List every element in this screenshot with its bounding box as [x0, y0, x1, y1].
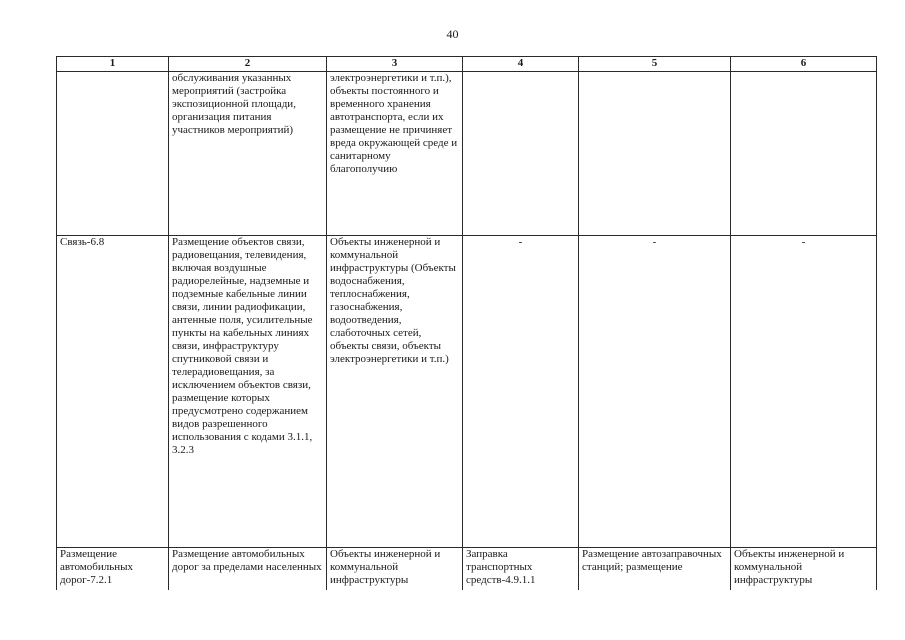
table-cell: -	[463, 236, 579, 548]
table-cell	[731, 72, 877, 236]
table-cell: -	[731, 236, 877, 548]
table-cell: Объекты инженерной и коммунальной инфраструктуры	[731, 548, 877, 591]
column-header: 4	[463, 57, 579, 72]
column-header: 2	[169, 57, 327, 72]
table-cell: Размещение автомобильных дорог-7.2.1	[57, 548, 169, 591]
table-cell: Заправка транспортных средств-4.9.1.1	[463, 548, 579, 591]
table-cell	[57, 72, 169, 236]
zoning-table	[56, 56, 877, 590]
table-cell	[463, 72, 579, 236]
column-header: 5	[579, 57, 731, 72]
column-header: 6	[731, 57, 877, 72]
table-header-row	[57, 57, 877, 72]
table-cell: электроэнергетики и т.п.), объекты постоянного и временного хранения автотранспорта, если их размещение не причиняет вреда окружающей среде и санитарному благополучию	[327, 72, 463, 236]
table-cell: Размещение автомобильных дорог за пределами населенных	[169, 548, 327, 591]
table-cell: Объекты инженерной и коммунальной инфраструктуры	[327, 548, 463, 591]
table-cell: Объекты инженерной и коммунальной инфраструктуры (Объекты водоснабжения, теплоснабжения, газоснабжения, водоотведения, слаботочных сетей, объекты связи, объекты электроэнергетики и т.п.)	[327, 236, 463, 548]
table-row	[57, 236, 877, 548]
table-row	[57, 72, 877, 236]
column-header: 1	[57, 57, 169, 72]
page-number: 40	[446, 27, 459, 41]
column-header: 3	[327, 57, 463, 72]
table-cell	[579, 72, 731, 236]
table-cell: -	[579, 236, 731, 548]
table-cell: Размещение автозаправочных станций; размещение	[579, 548, 731, 591]
table-row	[57, 548, 877, 591]
table-cell: Размещение объектов связи, радиовещания, телевидения, включая воздушные радиорелейные, надземные и подземные кабельные линии связи, линии радиофикации, антенные поля, усилительные пункты на кабельных линиях связи, инфраструктуру спутниковой связи и телерадиовещания, за исключением объектов связи, размещение которых предусмотрено содержанием видов разрешенного использования с кодами 3.1.1, 3.2.3	[169, 236, 327, 548]
table-cell: Связь-6.8	[57, 236, 169, 548]
table-cell: обслуживания указанных мероприятий (застройка экспозиционной площади, организация питания участников мероприятий)	[169, 72, 327, 236]
